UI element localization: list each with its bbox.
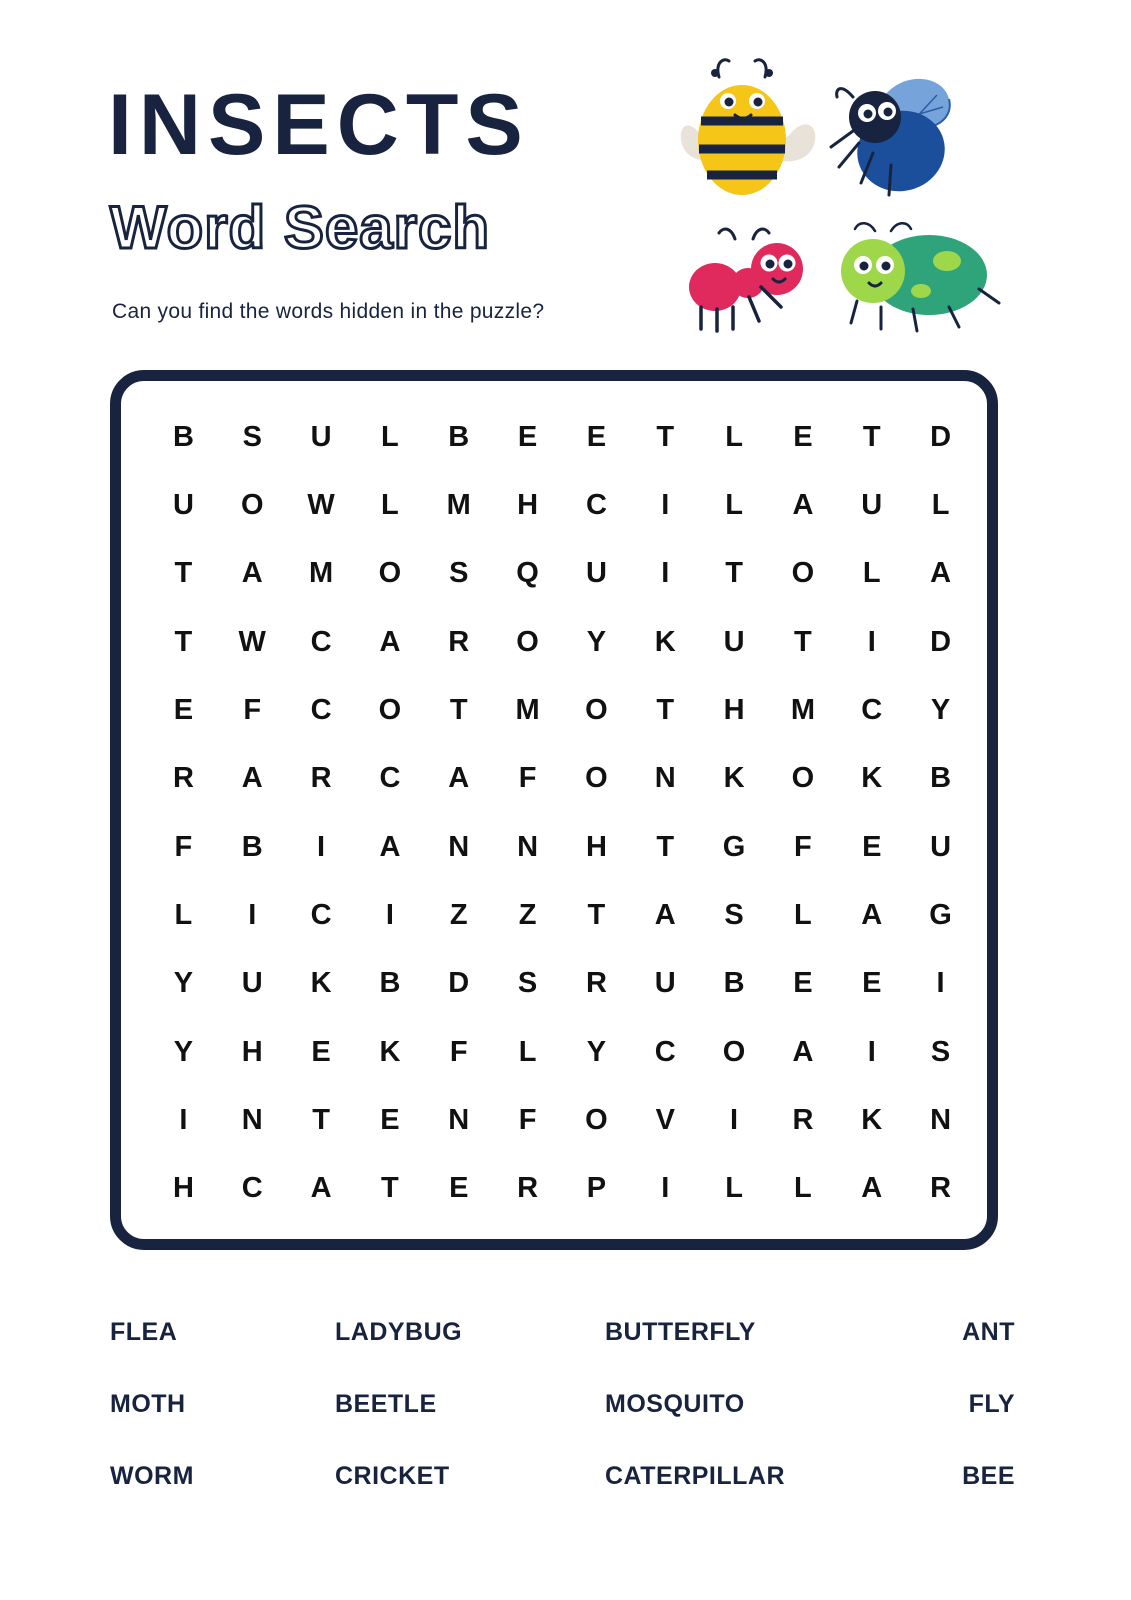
grid-cell[interactable]: B <box>448 420 470 453</box>
grid-cell[interactable]: C <box>861 693 883 726</box>
grid-cell[interactable]: C <box>310 625 332 658</box>
grid-cell[interactable]: E <box>793 967 813 1000</box>
grid-cell[interactable]: N <box>654 762 676 795</box>
beetle-illustration <box>841 223 999 331</box>
grid-cell[interactable]: A <box>241 762 263 795</box>
grid-cell[interactable]: R <box>517 1172 539 1205</box>
bee-illustration <box>681 60 816 195</box>
grid-cell[interactable]: E <box>449 1172 469 1205</box>
grid-cell[interactable]: Z <box>518 898 537 931</box>
grid-cell[interactable]: P <box>586 1172 607 1205</box>
grid-cell[interactable]: B <box>930 762 952 795</box>
grid-cell[interactable]: L <box>518 1035 537 1068</box>
letter-grid[interactable] <box>149 403 975 1223</box>
ant-illustration <box>689 229 803 331</box>
grid-cell[interactable]: A <box>654 898 676 931</box>
grid-cell[interactable]: I <box>661 488 670 521</box>
grid-cell[interactable]: I <box>661 557 670 590</box>
grid-cell[interactable]: O <box>585 693 608 726</box>
grid-cell[interactable]: O <box>378 557 402 590</box>
grid-cell[interactable]: N <box>930 1103 952 1136</box>
fly-illustration <box>831 79 954 201</box>
grid-cell[interactable]: T <box>862 420 881 453</box>
word-list-item: MOTH <box>110 1389 186 1418</box>
grid-cell[interactable]: N <box>448 1103 470 1136</box>
grid-cell[interactable]: G <box>929 898 952 931</box>
grid-cell[interactable]: I <box>179 1103 188 1136</box>
grid-cell[interactable]: B <box>172 420 194 453</box>
grid-cell[interactable]: B <box>241 830 263 863</box>
grid-cell[interactable]: F <box>794 830 812 863</box>
grid-cell[interactable]: A <box>792 488 814 521</box>
grid-cell[interactable]: E <box>517 420 538 453</box>
grid-cell[interactable]: U <box>172 488 194 521</box>
grid-cell[interactable]: O <box>791 762 815 795</box>
grid-cell[interactable]: A <box>379 830 401 863</box>
word-list-item: BEETLE <box>335 1389 437 1418</box>
grid-cell[interactable]: Y <box>586 625 607 658</box>
grid-cell[interactable]: K <box>310 967 332 1000</box>
grid-cell[interactable]: C <box>585 488 607 521</box>
grid-cell[interactable]: I <box>661 1172 670 1205</box>
word-list-item: MOSQUITO <box>605 1389 745 1418</box>
grid-cell[interactable]: L <box>794 898 812 931</box>
grid-cell[interactable]: K <box>654 625 676 658</box>
grid-cell[interactable]: O <box>516 625 539 658</box>
grid-cell[interactable]: U <box>861 488 883 521</box>
grid-cell[interactable]: D <box>930 625 952 658</box>
grid-cell[interactable]: F <box>518 1103 537 1136</box>
grid-cell[interactable]: H <box>723 693 745 726</box>
grid-cell[interactable]: C <box>310 693 332 726</box>
grid-cell[interactable]: B <box>723 967 745 1000</box>
grid-cell[interactable]: Y <box>173 1035 194 1068</box>
grid-cell[interactable]: C <box>310 898 332 931</box>
grid-cell[interactable]: N <box>241 1103 263 1136</box>
grid-cell[interactable]: A <box>379 625 401 658</box>
grid-cell[interactable]: S <box>930 1035 951 1068</box>
grid-cell[interactable]: S <box>517 967 538 1000</box>
grid-cell[interactable]: A <box>930 557 952 590</box>
word-list-item: CATERPILLAR <box>605 1461 786 1490</box>
grid-cell[interactable]: T <box>381 1172 399 1205</box>
grid-cell[interactable]: F <box>174 830 193 863</box>
grid-cell[interactable]: L <box>725 420 743 453</box>
grid-cell[interactable]: R <box>585 967 607 1000</box>
word-list-item: LADYBUG <box>335 1317 463 1346</box>
word-list-item: FLY <box>968 1389 1015 1418</box>
grid-cell[interactable]: R <box>448 625 470 658</box>
grid-cell[interactable]: C <box>379 762 401 795</box>
grid-cell[interactable]: E <box>862 830 882 863</box>
grid-cell[interactable]: E <box>862 967 882 1000</box>
grid-cell[interactable]: L <box>174 898 193 931</box>
grid-cell[interactable]: C <box>241 1172 263 1205</box>
grid-cell[interactable]: L <box>862 557 881 590</box>
grid-cell[interactable]: I <box>248 898 257 931</box>
grid-cell[interactable]: M <box>790 693 815 726</box>
grid-cell[interactable]: O <box>240 488 264 521</box>
grid-cell[interactable]: G <box>722 830 746 863</box>
grid-cell[interactable]: N <box>448 830 470 863</box>
grid-cell[interactable]: T <box>449 693 468 726</box>
word-list-item: BUTTERFLY <box>605 1317 756 1346</box>
grid-cell[interactable]: T <box>174 557 193 590</box>
grid-cell[interactable]: A <box>310 1172 332 1205</box>
word-list-item: BEE <box>962 1461 1015 1490</box>
grid-cell[interactable]: U <box>585 557 607 590</box>
word-list-item: FLEA <box>110 1317 178 1346</box>
grid-cell[interactable]: A <box>861 898 883 931</box>
grid-cell[interactable]: N <box>517 830 539 863</box>
grid-cell[interactable]: R <box>172 762 194 795</box>
grid-cell[interactable]: T <box>725 557 743 590</box>
word-list-item: CRICKET <box>335 1461 450 1490</box>
grid-cell[interactable]: U <box>930 830 952 863</box>
grid-cell[interactable]: E <box>793 420 813 453</box>
grid-cell[interactable]: S <box>724 898 744 931</box>
grid-cell[interactable]: R <box>792 1103 814 1136</box>
grid-cell[interactable]: U <box>310 420 332 453</box>
grid-cell[interactable]: A <box>241 557 263 590</box>
grid-cell[interactable]: E <box>380 1103 400 1136</box>
grid-cell[interactable]: Y <box>930 693 951 726</box>
grid-cell[interactable]: Z <box>449 898 468 931</box>
grid-cell[interactable]: U <box>241 967 263 1000</box>
grid-cell[interactable]: Y <box>586 1035 607 1068</box>
grid-cell[interactable]: I <box>385 898 394 931</box>
grid-cell[interactable]: V <box>655 1103 675 1136</box>
grid-cell[interactable]: O <box>722 1035 746 1068</box>
instruction-text: Can you find the words hidden in the puzzle? <box>112 300 545 323</box>
grid-cell[interactable]: T <box>587 898 606 931</box>
grid-cell[interactable]: I <box>936 967 945 1000</box>
grid-cell[interactable]: O <box>791 557 815 590</box>
grid-cell[interactable]: A <box>448 762 470 795</box>
grid-cell[interactable]: C <box>654 1035 676 1068</box>
grid-cell[interactable]: T <box>656 420 675 453</box>
grid-cell[interactable]: L <box>381 488 399 521</box>
grid-cell[interactable]: U <box>723 625 745 658</box>
grid-cell[interactable]: M <box>308 557 334 590</box>
grid-cell[interactable]: H <box>241 1035 263 1068</box>
grid-cell[interactable]: W <box>238 625 266 658</box>
grid-cell[interactable]: Y <box>173 967 194 1000</box>
grid-cell[interactable]: M <box>515 693 540 726</box>
grid-cell[interactable]: K <box>723 762 745 795</box>
grid-cell[interactable]: O <box>378 693 402 726</box>
grid-cell[interactable]: F <box>243 693 262 726</box>
grid-cell[interactable]: L <box>931 488 950 521</box>
grid-cell[interactable]: T <box>656 693 675 726</box>
grid-cell[interactable]: I <box>317 830 326 863</box>
grid-cell[interactable]: D <box>448 967 470 1000</box>
grid-cell[interactable]: W <box>307 488 335 521</box>
word-list-item: WORM <box>110 1461 194 1490</box>
grid-cell[interactable]: U <box>654 967 676 1000</box>
grid-cell[interactable]: S <box>242 420 262 453</box>
grid-cell[interactable]: F <box>449 1035 468 1068</box>
grid-cell[interactable]: L <box>794 1172 812 1205</box>
grid-cell[interactable]: I <box>867 625 876 658</box>
insects-illustration <box>671 55 1021 345</box>
grid-cell[interactable]: B <box>379 967 401 1000</box>
grid-cell[interactable]: H <box>172 1172 194 1205</box>
grid-cell[interactable]: A <box>792 1035 814 1068</box>
grid-cell[interactable]: K <box>379 1035 401 1068</box>
grid-cell[interactable]: K <box>861 762 883 795</box>
word-list-item: ANT <box>962 1317 1015 1346</box>
page-subtitle: Word Search <box>110 194 490 261</box>
grid-cell[interactable]: R <box>930 1172 952 1205</box>
grid-cell[interactable]: T <box>656 830 675 863</box>
grid-cell[interactable]: L <box>725 488 743 521</box>
grid-cell[interactable]: F <box>518 762 537 795</box>
grid-cell[interactable]: H <box>585 830 607 863</box>
grid-cell[interactable]: E <box>311 1035 331 1068</box>
grid-cell[interactable]: I <box>867 1035 876 1068</box>
grid-cell[interactable]: L <box>725 1172 743 1205</box>
grid-cell[interactable]: S <box>449 557 469 590</box>
grid-cell[interactable]: T <box>794 625 812 658</box>
word-search-grid-frame <box>110 370 998 1250</box>
grid-cell[interactable]: R <box>310 762 332 795</box>
grid-cell[interactable]: Q <box>516 557 539 590</box>
grid-cell[interactable]: O <box>585 762 608 795</box>
page-title: INSECTS <box>108 77 530 173</box>
grid-cell[interactable]: T <box>174 625 193 658</box>
grid-cell[interactable]: O <box>585 1103 608 1136</box>
grid-cell[interactable]: L <box>381 420 399 453</box>
grid-cell[interactable]: H <box>517 488 539 521</box>
grid-cell[interactable]: M <box>446 488 471 521</box>
grid-cell[interactable]: E <box>586 420 607 453</box>
grid-cell[interactable]: E <box>173 693 194 726</box>
grid-cell[interactable]: K <box>861 1103 883 1136</box>
header <box>0 0 1131 360</box>
grid-cell[interactable]: D <box>930 420 952 453</box>
word-list <box>110 1296 1015 1526</box>
grid-cell[interactable]: T <box>312 1103 330 1136</box>
grid-cell[interactable]: I <box>730 1103 739 1136</box>
grid-cell[interactable]: A <box>861 1172 883 1205</box>
